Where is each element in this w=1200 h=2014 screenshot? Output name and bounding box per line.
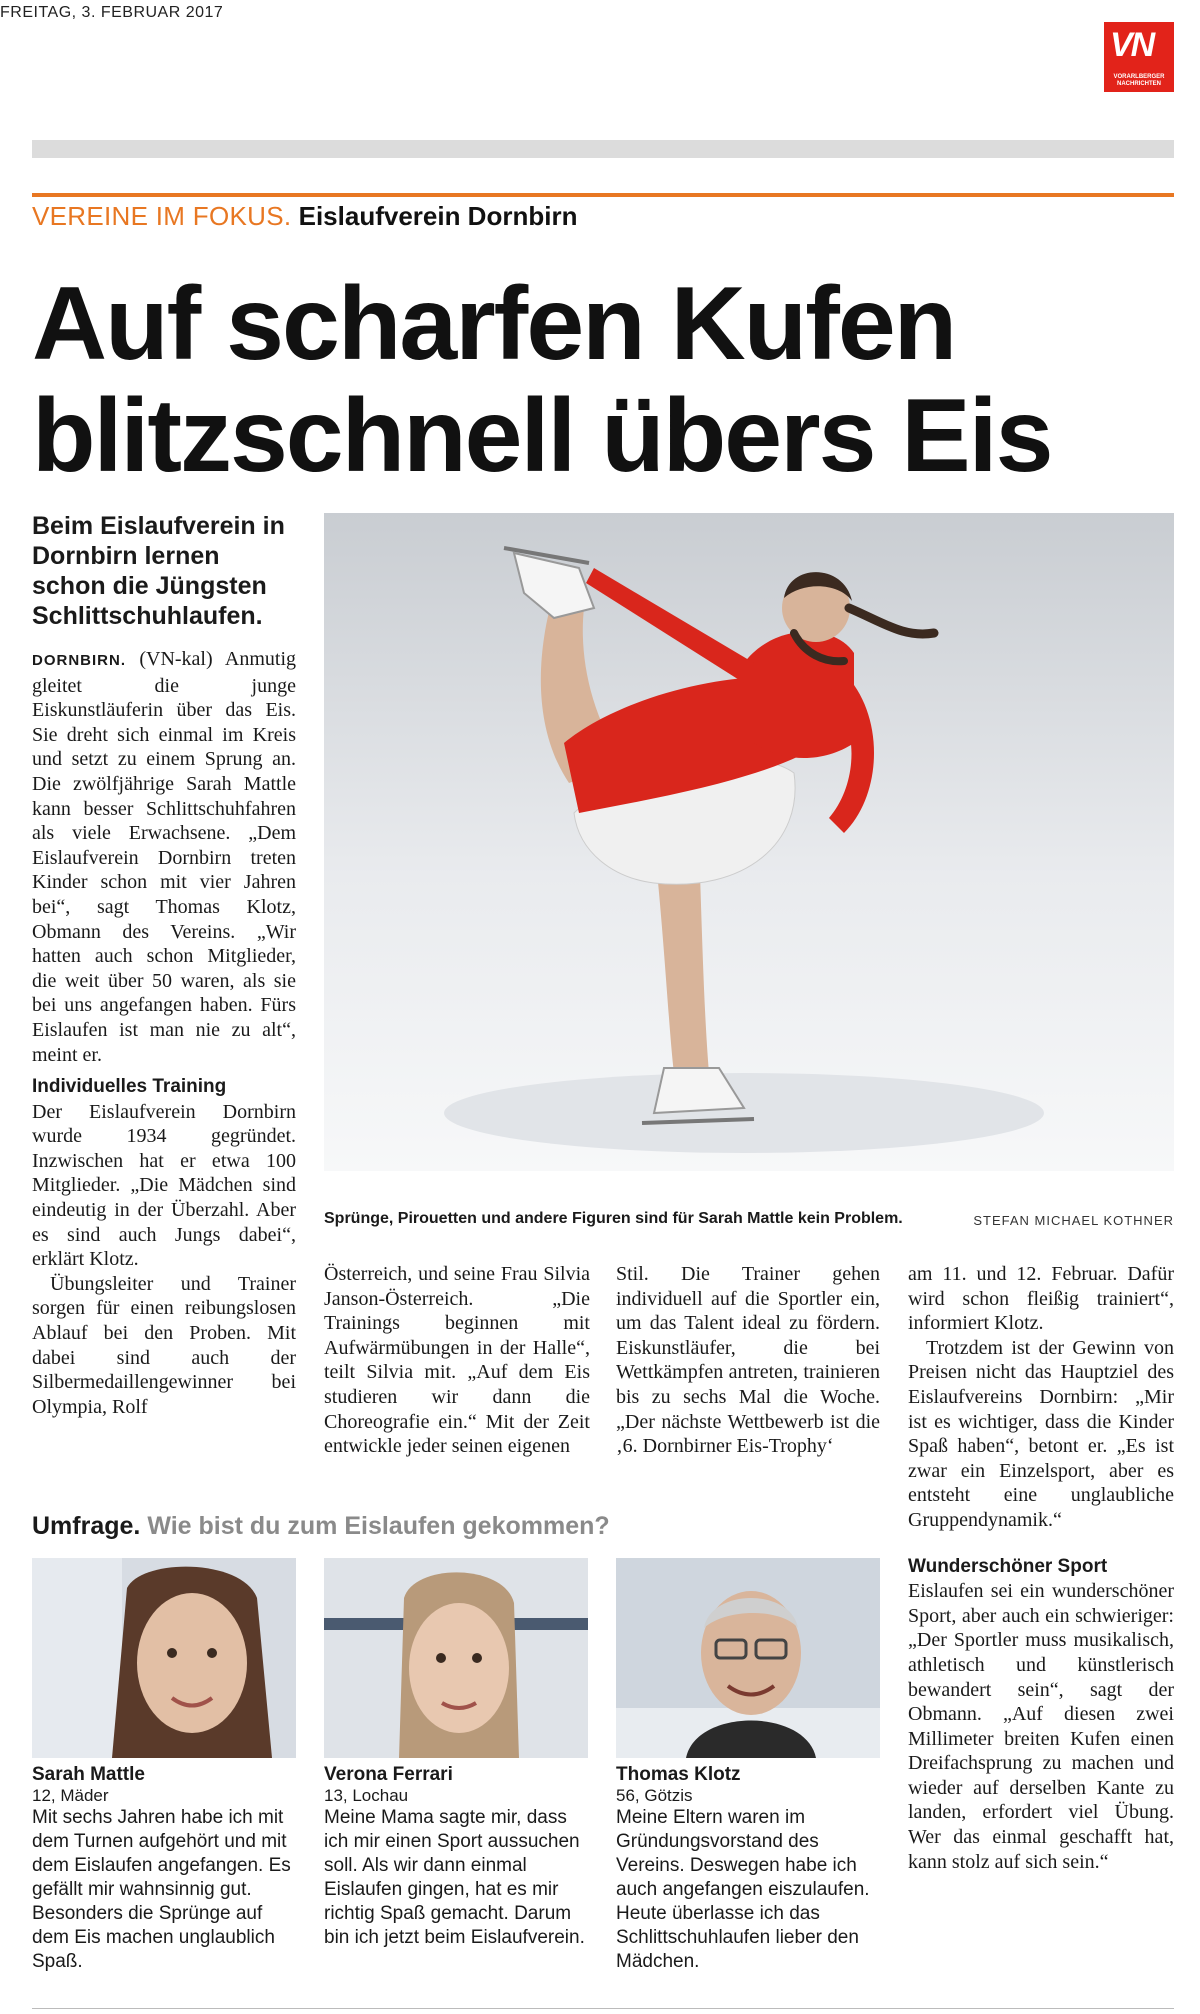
portrait-illustration [32,1558,296,1758]
caption-text: Sprünge, Pirouetten und andere Figuren sind für Sarah Mattle kein Problem. [324,1210,903,1227]
poll-label: Umfrage. [32,1512,141,1540]
paragraph-1-text: (VN-kal) Anmutig gleitet die junge Eiskunstläuferin über das Eis. Sie dreht sich einmal im Kreis und setzt zu einem Sprung an. Die zwölfjährige Sarah Mattle kann besser Schlittschuhfahren als viele Erwachsene. „Dem Eislaufverein Dornbirn treten Kinder schon mit vier Jahren bei“, sagt Thomas Klotz, Obmann des Vereins. „Wir hatten auch schon Mitglieder, die weit über 50 waren, als sie bei uns angefangen haben. Fürs Eislaufen ist man nie zu alt“, meint er. [32,648,296,1066]
poll-meta: 56, Götzis [616,1786,693,1805]
portrait-illustration [324,1558,588,1758]
kicker-topic: Eislaufverein Dornbirn [298,201,578,231]
article-lead: Beim Eislaufverein in Dornbirn lernen schon die Jüngsten Schlittschuhlaufen. [32,512,285,630]
poll-photo-verona [324,1558,588,1758]
poll-answer-1 [32,1764,296,1974]
article-column-2: Österreich, und seine Frau Silvia Janson-Österreich. „Die Trainings beginnen mit Aufwärmübungen in der Halle“, teilt Silvia mit. „Auf dem Eis studieren wir dann die Choreografie ein.“ Mit der Zeit entwickle jeder seinen eigenen [324,1263,590,1458]
dateline: DORNBIRN. [32,652,126,669]
kicker-category: VEREINE IM FOKUS. [32,201,292,231]
section-rule [32,193,1174,197]
article-column-3: Stil. Die Trainer gehen individuell auf die Sportler ein, um das Talent ideal zu fördern. Eiskunstläufer, die bei Wettkämpfen antreten, trainieren bis zu sechs Mal die Woche. „Der nächste Wettbewerb ist die ‚6. Dornbirner Eis-Trophy‘ [616,1263,880,1458]
poll-photo-sarah [32,1558,296,1758]
poll-meta: 13, Lochau [324,1786,409,1805]
poll-name: Thomas Klotz [616,1764,741,1785]
logo-subtitle: VORARLBERGER NACHRICHTEN [1113,74,1165,87]
poll-question: Wie bist du zum Eislaufen gekommen? [147,1512,610,1540]
portrait-illustration [616,1558,880,1758]
poll-photo-thomas [616,1558,880,1758]
vn-logo [1104,22,1174,92]
poll-meta: 12, Mäder [32,1786,109,1805]
column-4-paragraph-1: am 11. und 12. Februar. Dafür wird schon fleißig trainiert“, informiert Klotz. [908,1263,1174,1335]
kicker [32,201,577,232]
subhead-training: Individuelles Training [32,1076,227,1098]
headline-line-2: blitzschnell übers Eis [32,378,1052,494]
photo-credit: STEFAN MICHAEL KOTHNER [973,1213,1174,1228]
poll-answer-3 [616,1764,880,1974]
column-4-paragraph-3: Eislaufen sei ein wunderschöner Sport, aber auch ein schwieriger: „Der Sportler muss musikalisch, athletisch und künstlerisch bewandert sein“, sagt der Obmann. „Auf diesen zwei Millimeter breiten Kufen einen Dreifachsprung zu machen und wieder auf derselben Kante zu landen, erfordert viel Übung. Wer das einmal geschafft hat, kann stolz auf sich sein.“ [908,1580,1174,1873]
bottom-rule [32,2008,1174,2009]
page-divider-bar [32,140,1174,158]
poll-text: Meine Eltern waren im Gründungsvorstand des Vereins. Deswegen habe ich auch angefangen eiszulaufen. Heute überlasse ich das Schlittschuhlaufen lieber den Mädchen. [616,1807,870,1972]
column-4-paragraph-2: Trotzdem ist der Gewinn von Preisen nicht das Hauptziel des Eislaufvereins Dornbirn: „Mir ist es wichtiger, dass die Kinder Spaß haben“, betont er. „Es ist zwar ein Einzelsport, aber es entsteht eine unglaubliche Gruppendynamik.“ [908,1336,1174,1531]
paragraph-2: Der Eislaufverein Dornbirn wurde 1934 gegründet. Inzwischen hat er etwa 100 Mitglieder. „Die Mädchen sind eindeutig in der Überzahl. Aber es sind auch Jungs dabei“, erklärt Klotz. [32,1100,296,1271]
poll-text: Mit sechs Jahren habe ich mit dem Turnen aufgehört und mit dem Eislaufen angefangen. Es gefällt mir wahnsinnig gut. Besonders die Sprünge auf dem Eis machen unglaublich Spaß. [32,1807,291,1972]
issue-date: FREITAG, 3. FEBRUAR 2017 [0,4,224,21]
article-column-1 [32,647,296,1419]
poll-name: Sarah Mattle [32,1764,145,1785]
headline-line-1: Auf scharfen Kufen [32,266,956,382]
skater-illustration [324,513,1174,1171]
paragraph-1 [32,647,296,1067]
article-column-4 [908,1262,1174,1874]
poll-text: Meine Mama sagte mir, dass ich mir einen Sport aussuchen soll. Als wir dann einmal Eislaufen gingen, hat es mir richtig Spaß gemacht. Darum bin ich jetzt beim Eislaufverein. [324,1807,585,1948]
poll-name: Verona Ferrari [324,1764,453,1785]
poll-heading [32,1512,610,1541]
subhead-sport: Wunderschöner Sport [908,1555,1108,1577]
headline [32,268,1182,492]
logo-mark: VN [1110,26,1154,64]
photo-caption [324,1210,1174,1228]
main-photo-figure-skater [324,513,1174,1171]
poll-answer-2 [324,1764,588,1950]
paragraph-3: Übungsleiter und Trainer sorgen für einen reibungslosen Ablauf bei den Proben. Mit dabei sind auch der Silbermedaillengewinner bei Olympia, Rolf [32,1272,296,1418]
